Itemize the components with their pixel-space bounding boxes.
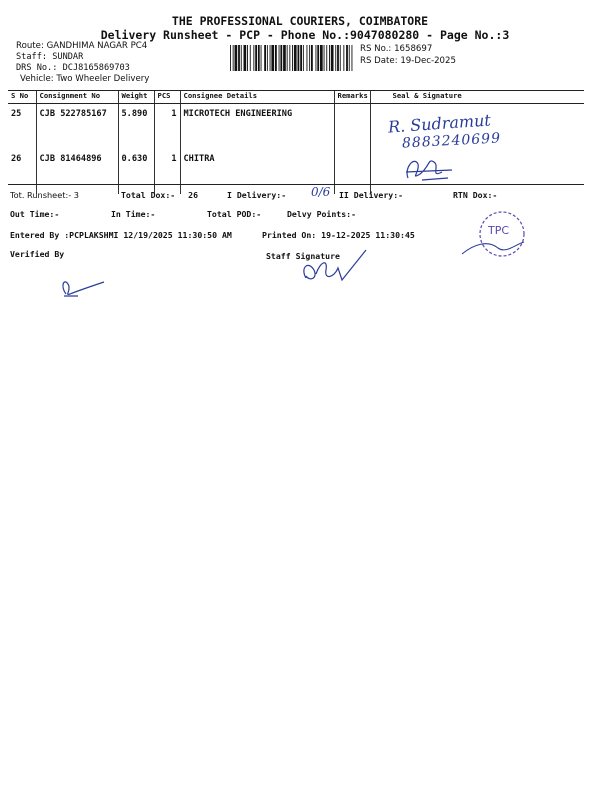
drs-value: DCJ8165869703: [62, 63, 130, 73]
out-time: Out Time:-: [10, 209, 60, 219]
handwritten-name: R. Sudramut: [387, 110, 492, 137]
barcode-bar: [261, 45, 262, 71]
barcode-bar: [311, 45, 313, 71]
barcode-bar: [244, 45, 247, 71]
barcode-bar: [349, 45, 350, 71]
rs-no-line: [360, 44, 432, 54]
drs-line: [16, 63, 130, 73]
cell-consignment: CJB 81464896: [36, 149, 118, 194]
barcode-bar: [337, 45, 339, 71]
col-weight: Weight: [118, 91, 154, 104]
barcode-bar: [331, 45, 334, 71]
printed-on: Printed On: 19-12-2025 11:30:45: [262, 230, 415, 240]
verifier-signature: [58, 276, 108, 300]
staff-line: [16, 52, 83, 62]
cell-sno: 26: [11, 154, 22, 164]
table-bottom-rule: [8, 184, 584, 185]
staff-signature-label: Staff Signature: [266, 251, 340, 261]
total-dox-label: Total Dox:-: [121, 190, 176, 200]
col-pcs: PCS: [154, 91, 180, 104]
barcode-bar: [289, 45, 290, 71]
runsheet-subtitle: Delivery Runsheet - PCP - Phone No.:9047080280 - Page No.:3: [100, 28, 510, 42]
barcode-bar: [309, 45, 310, 71]
col-sno: S No: [8, 91, 36, 104]
entered-by: Entered By :PCPLAKSHMI 12/19/2025 11:30:50 AM: [10, 230, 232, 240]
route-label: Route:: [16, 41, 44, 51]
rs-date-value: 19-Dec-2025: [400, 56, 456, 66]
cell-sno: 25: [11, 109, 22, 119]
barcode-bar: [235, 45, 238, 71]
barcode-bar: [343, 45, 344, 71]
barcode-bar: [283, 45, 286, 71]
barcode-bar: [292, 45, 293, 71]
col-seal: Seal & Signature: [370, 91, 584, 104]
cell-pcs: 1: [154, 104, 180, 150]
tot-runsheet: Tot. Runsheet:- 3: [10, 190, 79, 200]
barcode-bar: [271, 45, 274, 71]
barcode-bar: [253, 45, 254, 71]
barcode-bar: [264, 45, 266, 71]
col-consignment: Consignment No: [36, 91, 118, 104]
i-delivery: I Delivery:-: [227, 190, 287, 200]
cell-consignee: CHITRA: [180, 149, 334, 194]
barcode-bar: [270, 45, 271, 71]
rs-date-line: [360, 56, 456, 66]
barcode-bar: [320, 45, 323, 71]
ii-delivery: II Delivery:-: [339, 190, 404, 200]
barcode-bar: [287, 45, 288, 71]
route-line: [16, 41, 147, 51]
drs-label: DRS No.:: [16, 63, 58, 73]
barcode-bar: [352, 45, 353, 71]
cell-consignee: MICROTECH ENGINEERING: [180, 104, 334, 150]
barcode-bar: [300, 45, 302, 71]
barcode-bar: [324, 45, 325, 71]
route-value: GANDHIMA NAGAR PC4: [46, 41, 148, 51]
rs-date-label: RS Date:: [360, 56, 398, 66]
barcode-bar: [258, 45, 260, 71]
stamp-text: TPC: [488, 224, 510, 237]
cell-pcs: 1: [154, 149, 180, 194]
total-dox-value: 26: [188, 190, 199, 200]
barcode-bar: [241, 45, 242, 71]
vehicle-value: Two Wheeler Delivery: [56, 74, 150, 84]
delvy-points: Delvy Points:-: [287, 209, 357, 219]
company-stamp: [458, 204, 540, 264]
cell-remarks: [334, 149, 370, 194]
barcode-bar: [250, 45, 251, 71]
company-title: THE PROFESSIONAL COURIERS, COIMBATORE: [171, 14, 429, 28]
barcode-bar: [317, 45, 319, 71]
cell-weight: 5.890: [118, 104, 154, 150]
barcode-bar: [279, 45, 280, 71]
barcode-bar: [329, 45, 330, 71]
barcode-bar: [340, 45, 341, 71]
barcode: [229, 45, 355, 71]
cell-weight: 0.630: [118, 149, 154, 194]
table-row: [8, 149, 584, 194]
barcode-bar: [247, 45, 248, 71]
recipient-signature: [400, 150, 460, 186]
rs-no-label: RS No.:: [360, 44, 392, 54]
col-remarks: Remarks: [334, 91, 370, 104]
handwritten-phone: 8883240699: [401, 130, 502, 152]
rtn-dox: RTN Dox:-: [453, 190, 498, 200]
total-dox: [121, 190, 198, 200]
barcode-bar: [275, 45, 277, 71]
vehicle-line: [20, 74, 149, 84]
staff-value: SUNDAR: [52, 52, 84, 62]
barcode-bar: [303, 45, 304, 71]
verified-by: Verified By: [10, 249, 65, 259]
total-pod: Total POD:-: [207, 209, 262, 219]
cell-consignment: CJB 522785167: [36, 104, 118, 150]
barcode-bar: [255, 45, 257, 71]
barcode-bar: [233, 45, 234, 71]
rs-no-value: 1658697: [394, 44, 433, 54]
barcode-bar: [316, 45, 317, 71]
in-time: In Time:-: [111, 209, 156, 219]
barcode-bar: [298, 45, 300, 71]
vehicle-label: Vehicle:: [20, 74, 54, 84]
handwritten-delivery-mark: 0/6: [311, 185, 331, 199]
cell-remarks: [334, 104, 370, 150]
staff-label: Staff:: [16, 52, 48, 62]
barcode-bar: [335, 45, 336, 71]
barcode-bar: [230, 45, 231, 71]
barcode-bar: [280, 45, 282, 71]
barcode-bar: [238, 45, 240, 71]
barcode-bar: [267, 45, 268, 71]
barcode-bar: [307, 45, 308, 71]
staff-signature: [298, 248, 370, 284]
barcode-bar: [294, 45, 297, 71]
barcode-bar: [326, 45, 327, 71]
col-consignee: Consignee Details: [180, 91, 334, 104]
barcode-bar: [346, 45, 348, 71]
table-header-row: [8, 91, 584, 104]
